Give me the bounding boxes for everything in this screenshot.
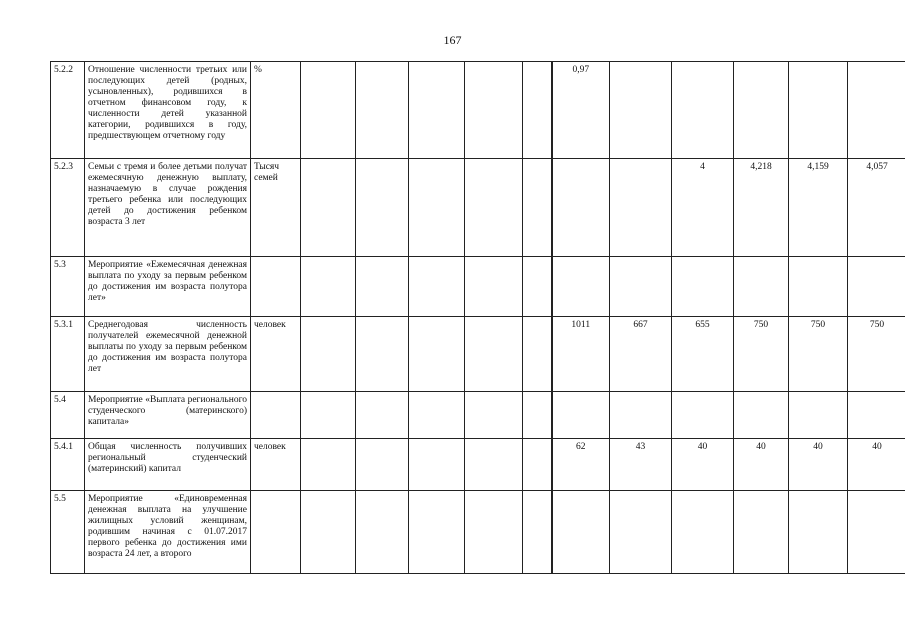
table-body <box>51 62 905 574</box>
row-description: Среднегодовая численность получателей ежемесячной денежной выплаты по уходу за первым ребенком до достижения им возраста полутора лет <box>85 317 251 392</box>
value-cell <box>301 439 356 491</box>
value-cell: 40 <box>789 439 848 491</box>
value-cell <box>848 62 905 159</box>
value-cell <box>465 62 523 159</box>
value-cell <box>356 439 409 491</box>
value-cell <box>301 159 356 257</box>
value-cell: 4,218 <box>734 159 789 257</box>
value-cell <box>552 392 610 439</box>
row-code: 5.5 <box>51 491 85 574</box>
value-cell <box>465 439 523 491</box>
value-cell: 40 <box>734 439 789 491</box>
row-unit <box>251 257 301 317</box>
value-cell <box>301 62 356 159</box>
row-description: Мероприятие «Ежемесячная денежная выплата по уходу за первым ребенком до достижения им возраста полутора лет» <box>85 257 251 317</box>
value-cell <box>523 491 552 574</box>
row-unit: человек <box>251 439 301 491</box>
value-cell <box>465 491 523 574</box>
value-cell <box>734 491 789 574</box>
row-code: 5.3 <box>51 257 85 317</box>
row-unit: человек <box>251 317 301 392</box>
value-cell <box>552 159 610 257</box>
value-cell <box>610 159 672 257</box>
table-row <box>51 62 905 159</box>
value-cell: 40 <box>848 439 905 491</box>
row-description: Общая численность получивших региональный студенческий (материнский) капитал <box>85 439 251 491</box>
value-cell: 62 <box>552 439 610 491</box>
value-cell <box>409 491 465 574</box>
page-number: 167 <box>443 33 462 47</box>
value-cell <box>465 159 523 257</box>
row-code: 5.2.3 <box>51 159 85 257</box>
row-unit <box>251 392 301 439</box>
value-cell <box>789 392 848 439</box>
value-cell <box>301 317 356 392</box>
row-unit: % <box>251 62 301 159</box>
value-cell: 0,97 <box>552 62 610 159</box>
row-code: 5.4.1 <box>51 439 85 491</box>
value-cell <box>409 159 465 257</box>
value-cell <box>672 257 734 317</box>
value-cell <box>610 62 672 159</box>
value-cell <box>356 159 409 257</box>
value-cell <box>734 392 789 439</box>
value-cell: 4,057 <box>848 159 905 257</box>
value-cell <box>465 392 523 439</box>
value-cell: 40 <box>672 439 734 491</box>
row-code: 5.4 <box>51 392 85 439</box>
value-cell <box>301 392 356 439</box>
value-cell <box>523 317 552 392</box>
value-cell: 655 <box>672 317 734 392</box>
value-cell <box>610 257 672 317</box>
value-cell: 750 <box>789 317 848 392</box>
value-cell <box>465 317 523 392</box>
value-cell <box>523 62 552 159</box>
value-cell <box>789 491 848 574</box>
value-cell <box>552 491 610 574</box>
value-cell <box>356 491 409 574</box>
row-description: Мероприятие «Выплата регионального студенческого (материнского) капитала» <box>85 392 251 439</box>
value-cell: 4,159 <box>789 159 848 257</box>
value-cell <box>848 392 905 439</box>
value-cell <box>734 62 789 159</box>
value-cell <box>523 439 552 491</box>
value-cell <box>848 491 905 574</box>
value-cell <box>356 317 409 392</box>
table-row <box>51 257 905 317</box>
value-cell: 750 <box>848 317 905 392</box>
value-cell <box>409 392 465 439</box>
row-unit <box>251 491 301 574</box>
row-code: 5.2.2 <box>51 62 85 159</box>
value-cell <box>409 62 465 159</box>
value-cell <box>465 257 523 317</box>
row-description: Мероприятие «Единовременная денежная выплата на улучшение жилищных условий женщинам, родившим начиная с 01.07.2017 первого ребенка до достижения ими возраста 24 лет, а второго <box>85 491 251 574</box>
value-cell <box>301 257 356 317</box>
row-description: Семьи с тремя и более детьми получат ежемесячную денежную выплату, назначаемую в случае рождения третьего ребенка или последующих детей до достижения ребенком возраста 3 лет <box>85 159 251 257</box>
value-cell <box>552 257 610 317</box>
table-row <box>51 491 905 574</box>
value-cell <box>356 392 409 439</box>
value-cell <box>523 392 552 439</box>
indicator-table <box>50 61 905 574</box>
value-cell <box>789 62 848 159</box>
value-cell <box>523 257 552 317</box>
value-cell <box>356 257 409 317</box>
value-cell <box>672 62 734 159</box>
value-cell <box>734 257 789 317</box>
row-description: Отношение численности третьих или последующих детей (родных, усыновленных), родившихся в отчетном финансовом году, к численности детей указанной категории, родившихся в году, предшествующем отчетному году <box>85 62 251 159</box>
value-cell <box>409 439 465 491</box>
value-cell <box>301 491 356 574</box>
value-cell <box>523 159 552 257</box>
value-cell <box>409 257 465 317</box>
value-cell: 4 <box>672 159 734 257</box>
value-cell <box>672 392 734 439</box>
table-row <box>51 317 905 392</box>
row-unit: Тысяч семей <box>251 159 301 257</box>
table-row <box>51 439 905 491</box>
value-cell <box>356 62 409 159</box>
value-cell <box>610 392 672 439</box>
value-cell: 43 <box>610 439 672 491</box>
value-cell: 750 <box>734 317 789 392</box>
value-cell <box>789 257 848 317</box>
value-cell <box>848 257 905 317</box>
table-row <box>51 392 905 439</box>
value-cell: 1011 <box>552 317 610 392</box>
value-cell: 667 <box>610 317 672 392</box>
table-row <box>51 159 905 257</box>
value-cell <box>672 491 734 574</box>
value-cell <box>409 317 465 392</box>
row-code: 5.3.1 <box>51 317 85 392</box>
value-cell <box>610 491 672 574</box>
